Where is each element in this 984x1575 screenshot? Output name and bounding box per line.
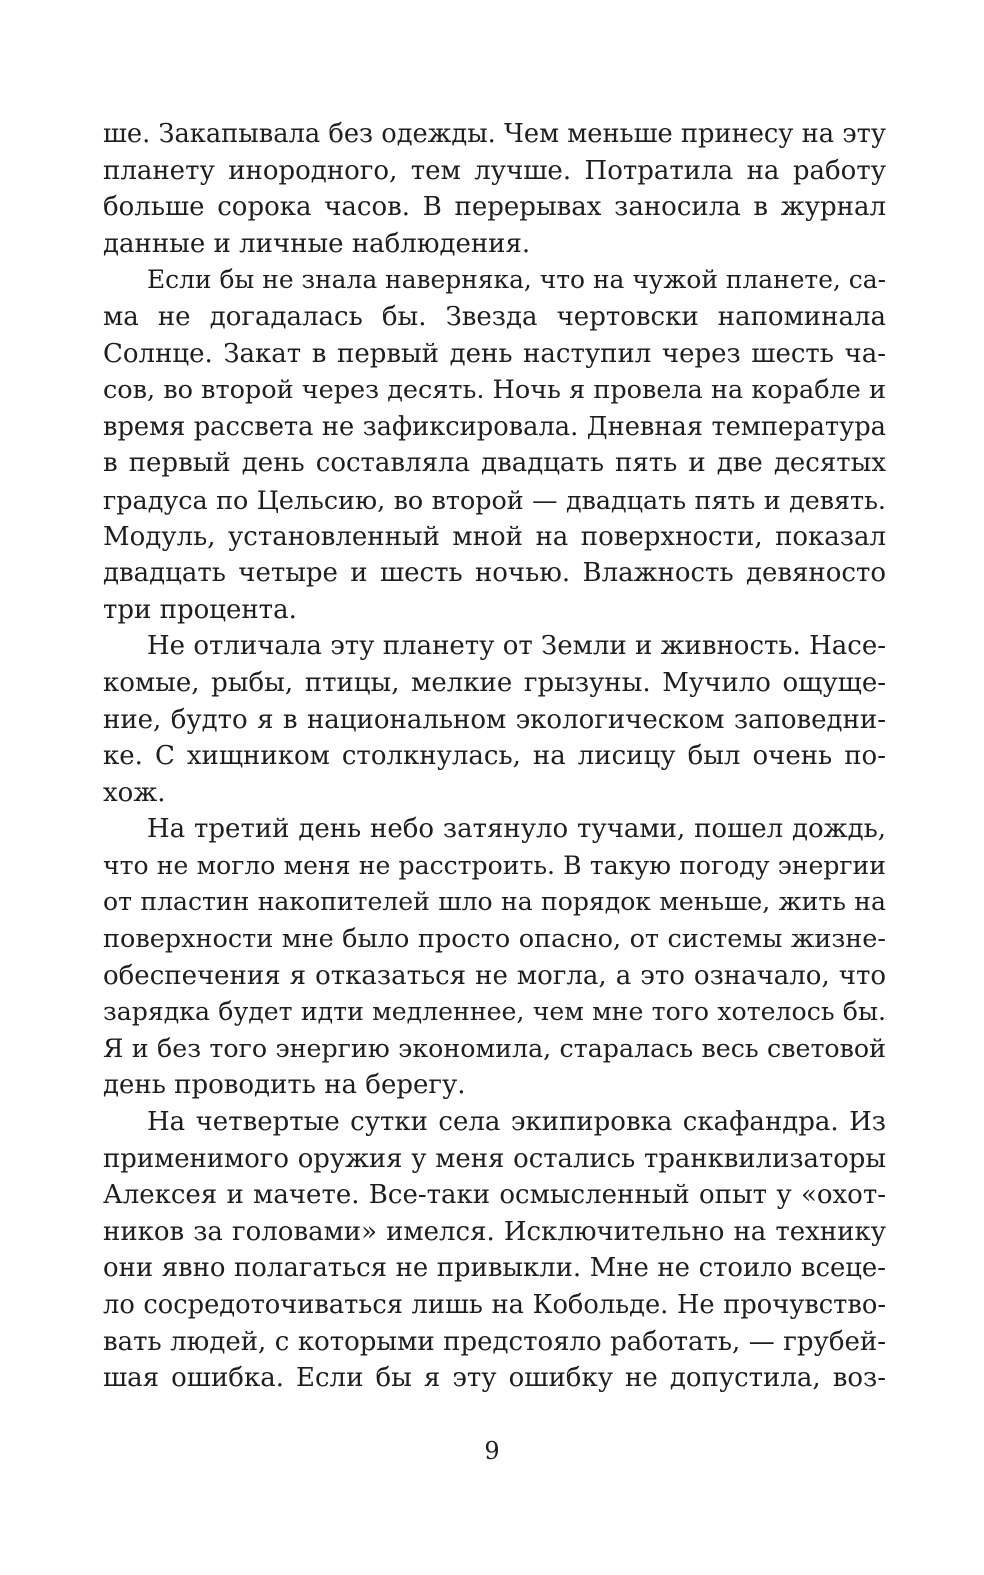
text-line: ние, будто я в национальном экологическом заповедни-	[103, 704, 886, 735]
text-line: три процента.	[103, 594, 297, 625]
text-line: двадцать четыре и шесть ночью. Влажность девяносто	[103, 558, 886, 589]
text-line: данные и личные наблюдения.	[103, 228, 531, 259]
text-line: Алексея и мачете. Все-таки осмысленный опыт у «охот-	[103, 1180, 886, 1211]
text-line: ников за головами» имелся. Исключительно на технику	[103, 1216, 886, 1247]
text-line: день проводить на берегу.	[103, 1070, 466, 1101]
text-line: вать людей, с которыми предстояло работать, — грубей-	[103, 1326, 886, 1357]
text-line: комые, рыбы, птицы, мелкие грызуны. Мучило ощуще-	[103, 667, 886, 698]
text-line: сов, во второй через десять. Ночь я провела на корабле и	[103, 375, 886, 406]
text-line: что не могло меня не расстроить. В такую погоду энергии	[103, 850, 886, 880]
text-line: Солнце. Закат в первый день наступил через шесть ча-	[103, 338, 886, 369]
text-line: зарядка будет идти медленнее, чем мне того хотелось бы.	[103, 997, 886, 1027]
text-line: ло сосредоточиваться лишь на Кобольде. Не прочувство-	[103, 1290, 886, 1320]
text-line: На третий день небо затянуло тучами, пошел дождь,	[147, 814, 886, 845]
text-line: от пластин накопителей шло на порядок меньше, жить на	[103, 887, 886, 917]
text-line: ке. С хищником столкнулась, на лисицу был очень по-	[103, 741, 886, 772]
text-line: применимого оружия у меня остались транквилизаторы	[103, 1143, 886, 1174]
text-line: хож.	[103, 777, 166, 808]
text-line: планету инородного, тем лучше. Потратила на работу	[103, 155, 886, 186]
text-line: шая ошибка. Если бы я эту ошибку не допустила, воз-	[103, 1363, 886, 1394]
text-line: больше сорока часов. В перерывах заносила в журнал	[103, 192, 886, 223]
body-text	[103, 116, 886, 1397]
text-line: ма не догадалась бы. Звезда чертовски напоминала	[103, 301, 886, 332]
text-line: Не отличала эту планету от Земли и живность. Насе-	[147, 631, 886, 662]
text-line: они явно полагаться не привыкли. Мне не стоило всеце-	[103, 1253, 886, 1284]
text-line: Если бы не знала наверняка, что на чужой планете, са-	[147, 265, 886, 295]
text-line: ше. Закапывала без одежды. Чем меньше принесу на эту	[103, 119, 886, 149]
text-line: в первый день составляла двадцать пять и две десятых	[103, 448, 886, 479]
text-line: обеспечения я отказаться не могла, а это означало, что	[103, 960, 886, 991]
text-line: На четвертые сутки села экипировка скафандра. Из	[147, 1107, 886, 1138]
page-number: 9	[484, 1437, 500, 1465]
text-line: градуса по Цельсию, во второй — двадцать пять и девять.	[103, 484, 886, 515]
text-line: время рассвета не зафиксировала. Дневная температура	[103, 411, 886, 442]
text-line: Я и без того энергию экономила, старалась весь световой	[103, 1033, 886, 1063]
text-line: Модуль, установленный мной на поверхности, показал	[103, 521, 886, 552]
text-line: поверхности мне было просто опасно, от системы жизне-	[103, 924, 886, 955]
